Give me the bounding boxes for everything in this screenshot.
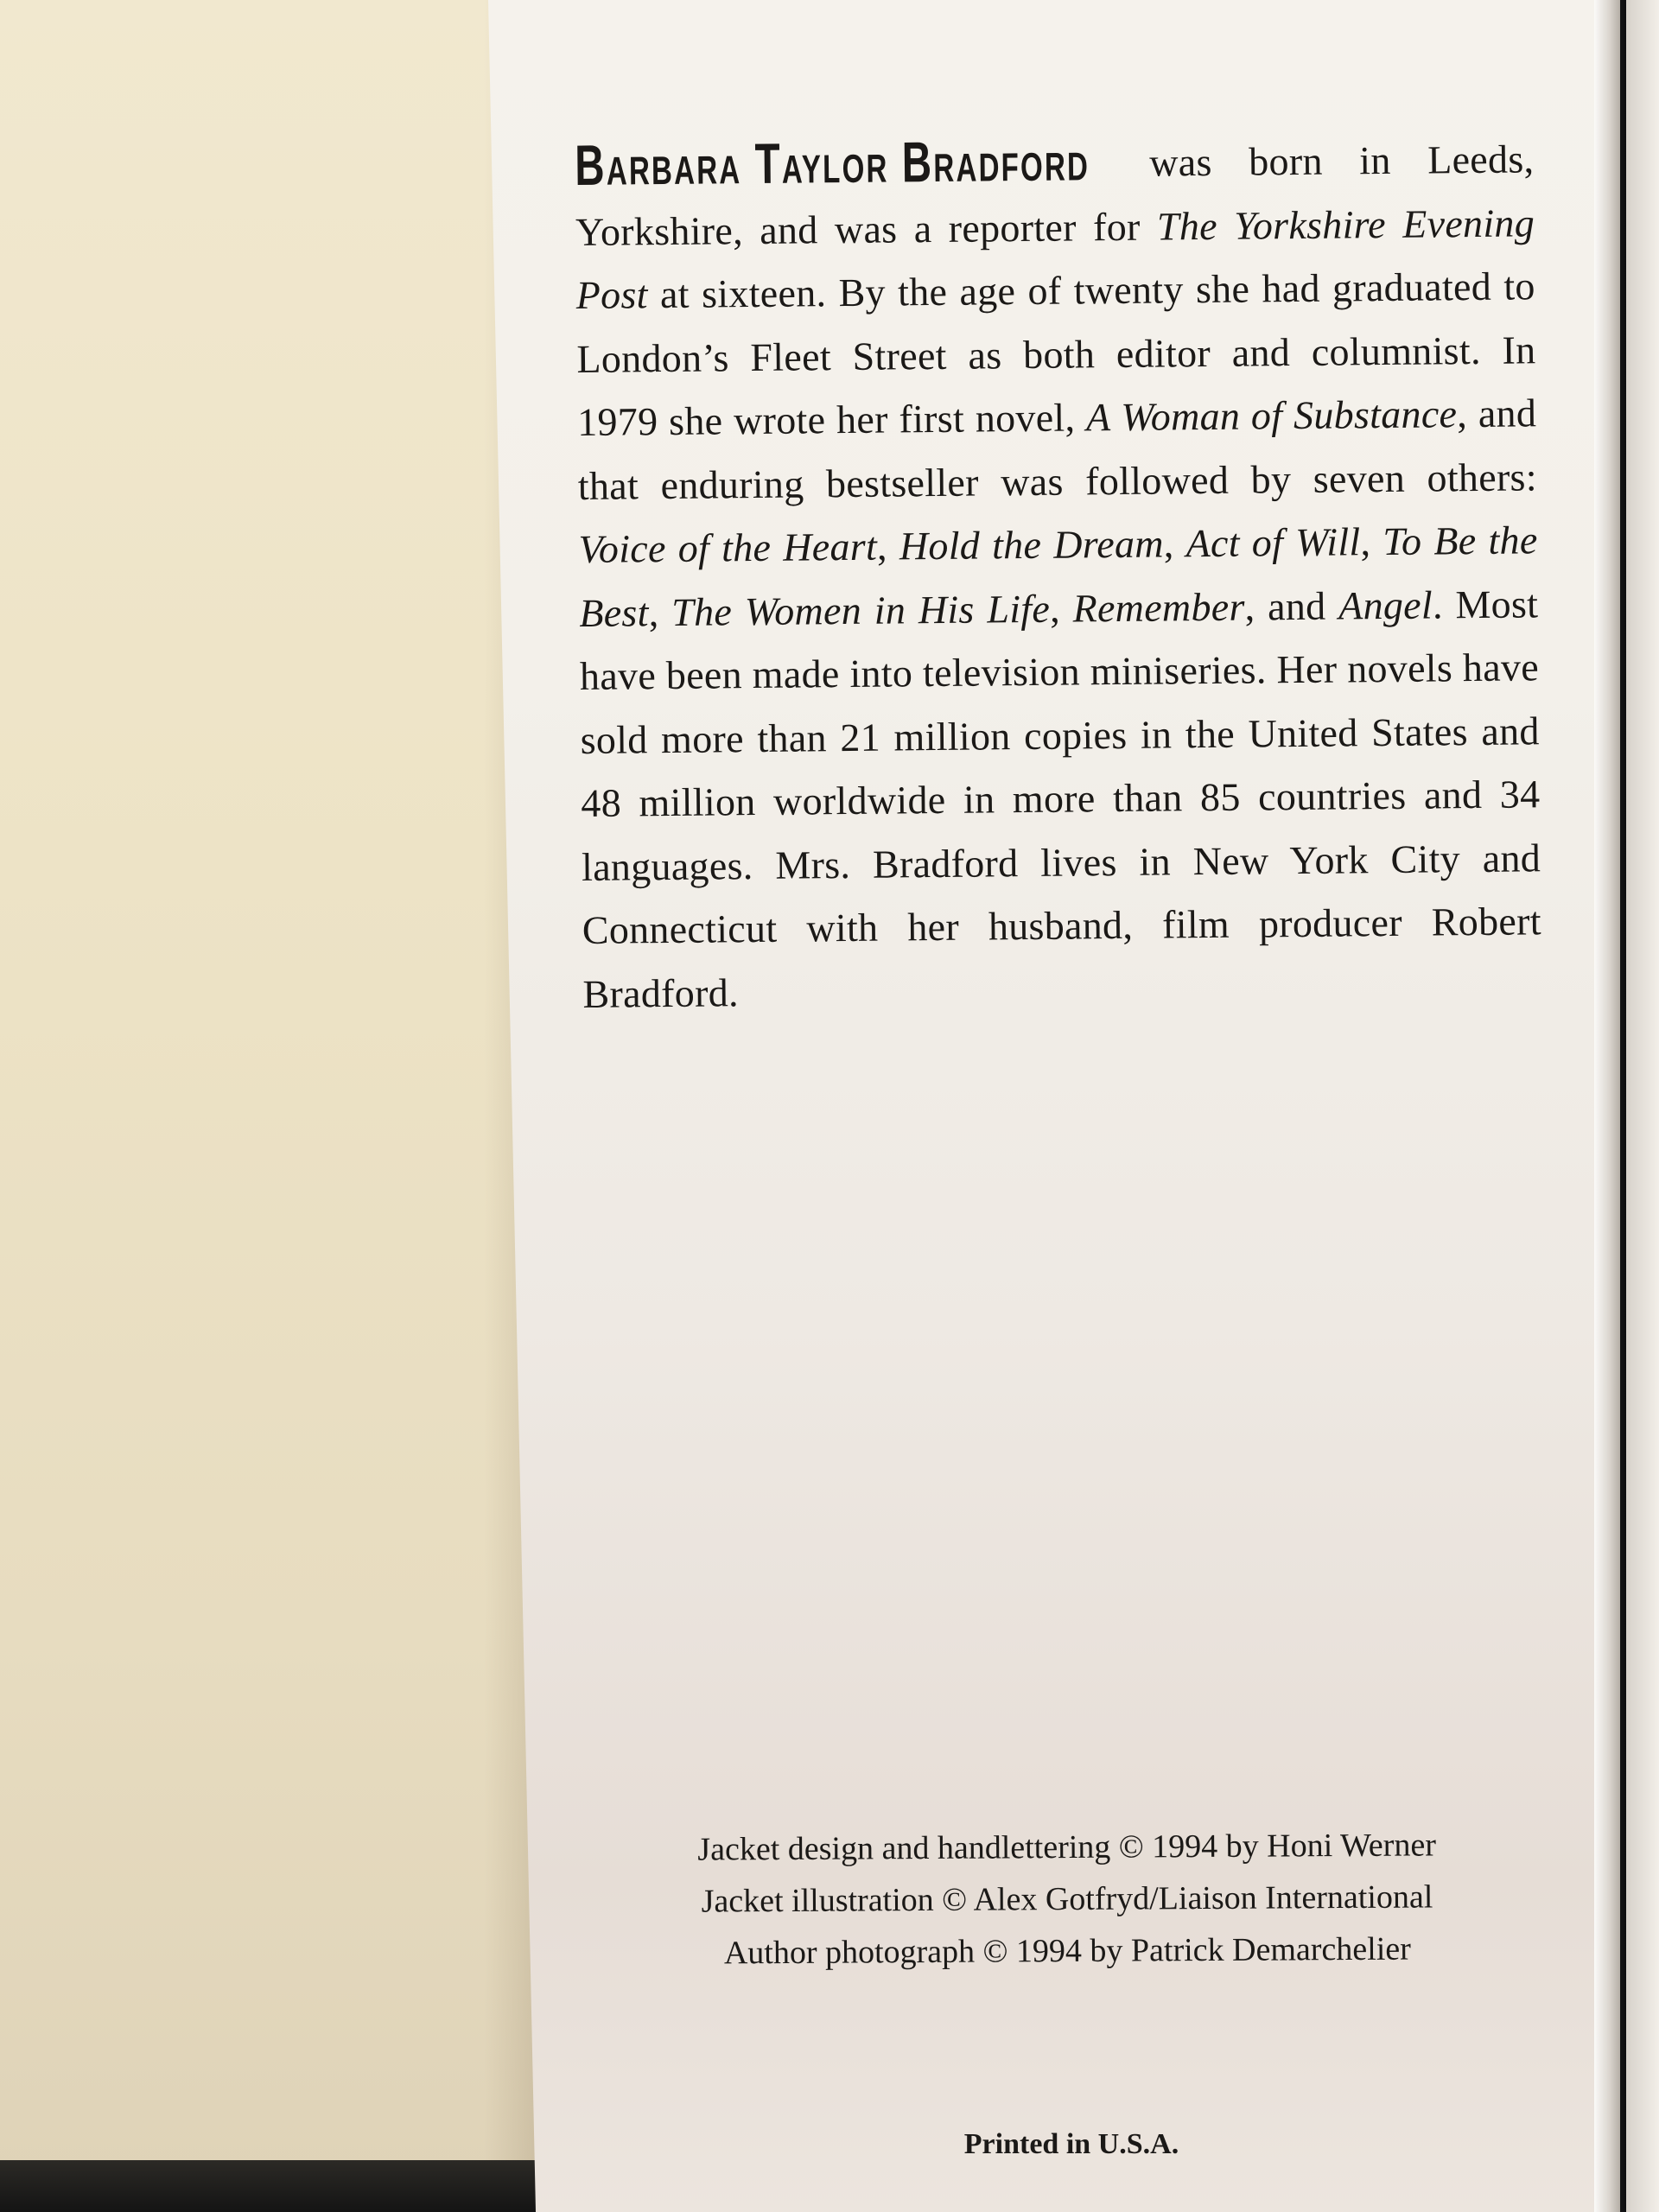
book-title: Angel bbox=[1338, 582, 1433, 628]
printed-in-usa: Printed in U.S.A. bbox=[963, 2128, 1179, 2160]
background-right bbox=[1626, 0, 1659, 2212]
separator: , bbox=[876, 524, 900, 569]
author-name: Barbara Taylor Bradford bbox=[574, 128, 1090, 197]
credit-line: Author photograph © 1994 by Patrick Demarchelier bbox=[723, 1930, 1411, 1972]
author-biography bbox=[575, 127, 1542, 1026]
separator: , bbox=[1163, 521, 1186, 566]
credit-line: Jacket illustration © Alex Gotfryd/Liaison International bbox=[701, 1878, 1433, 1920]
book-title: Hold the Dream bbox=[899, 521, 1164, 569]
book-title: The Women in His Life bbox=[671, 586, 1051, 634]
credit-line: Jacket design and handlettering © 1994 by Honi Werner bbox=[697, 1827, 1437, 1868]
book-title: The Yorkshire Evening Post bbox=[575, 200, 1535, 317]
book-title: To Be the Best bbox=[579, 518, 1538, 635]
book-title: Voice of the Heart bbox=[578, 524, 878, 571]
book-title: Act of Will bbox=[1185, 519, 1361, 566]
separator: , bbox=[1049, 585, 1073, 631]
bio-text: , and that enduring bestseller was followed by seven others: bbox=[577, 391, 1538, 508]
bio-text: at sixteen. By the age of twenty she had graduated to London’s Fleet Street as both editor and columnist. In 1979 she wrote her first novel, bbox=[576, 264, 1536, 444]
book-title: Remember bbox=[1072, 584, 1245, 630]
flap-fold-edge bbox=[1594, 0, 1620, 2212]
book-title: A Woman of Substance bbox=[1085, 391, 1458, 440]
endpaper bbox=[0, 0, 536, 2177]
book-bottom-edge bbox=[0, 2160, 553, 2212]
bio-text: was born in Leeds, Yorkshire, and was a reporter for bbox=[575, 137, 1535, 254]
jacket-credits bbox=[639, 1819, 1495, 1980]
bio-text: . Most have been made into television miniseries. Her novels have sold more than 21 million copies in the United States and 48 million worldwide in more than 85 countries and 34 languages. Mrs. Bradford lives in New York City and Connecticut with her husband, film producer Robert Bradford. bbox=[579, 581, 1542, 1016]
separator: , and bbox=[1244, 583, 1339, 629]
separator: , bbox=[1360, 519, 1383, 564]
separator: , bbox=[648, 589, 672, 634]
